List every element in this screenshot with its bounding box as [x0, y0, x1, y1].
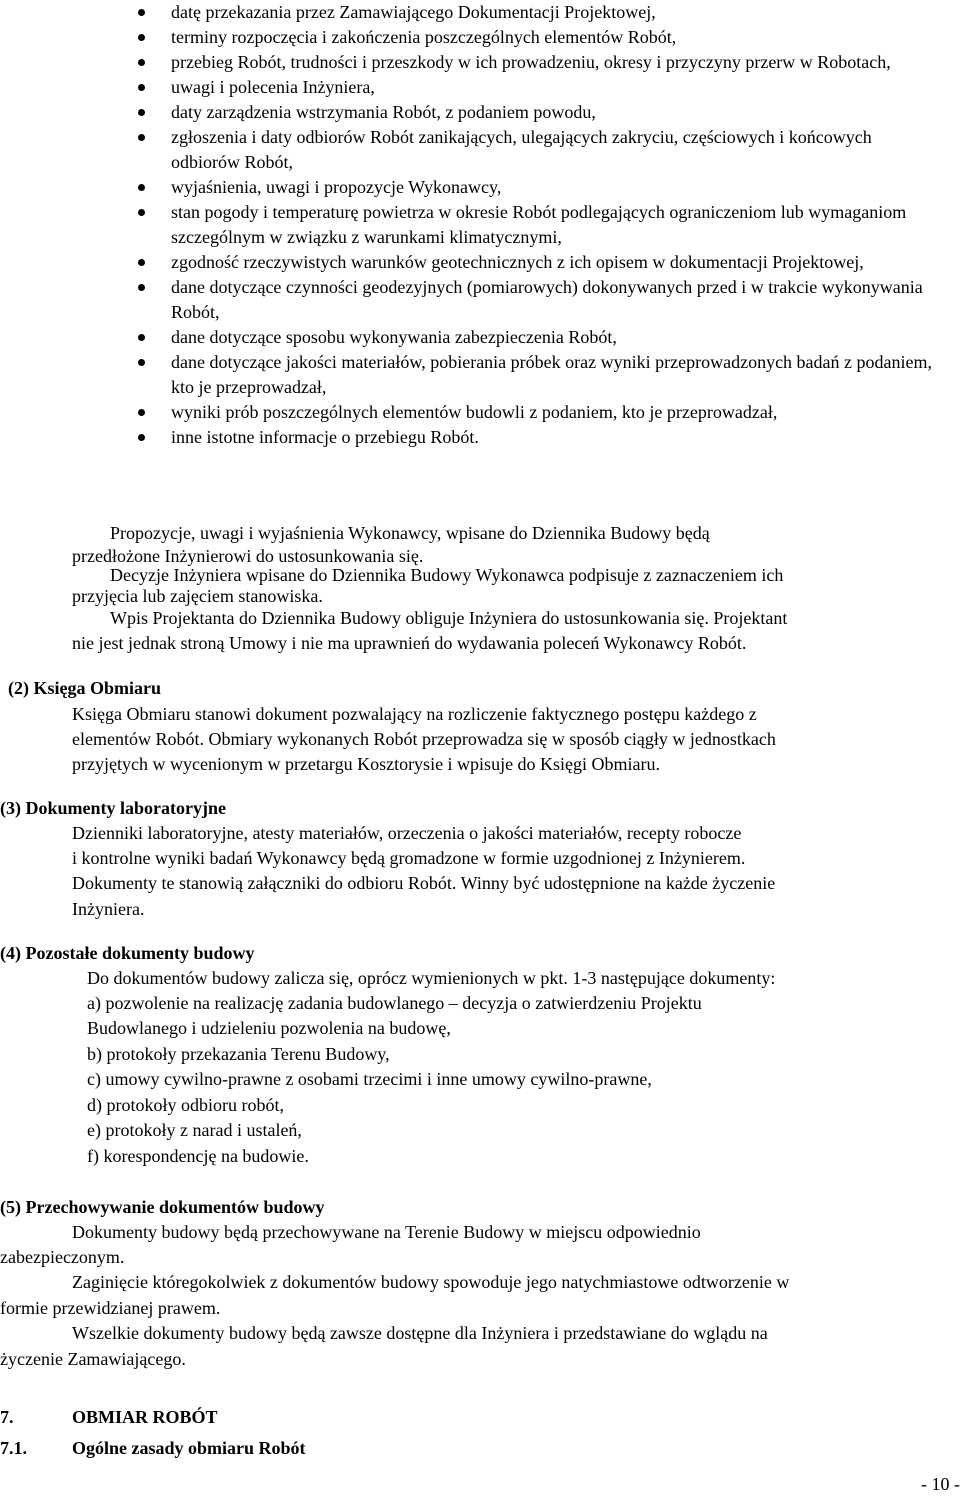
list-item: terminy rozpoczęcia i zakończenia poszczególnych elementów Robót,: [0, 25, 960, 50]
section-4-item-b: b) protokoły przekazania Terenu Budowy,: [87, 1044, 390, 1064]
bullet-icon: [138, 34, 145, 41]
section-3-line-1: Dzienniki laboratoryjne, atesty materiałów, orzeczenia o jakości materiałów, recepty robocze: [72, 823, 742, 843]
bullet-icon: [138, 359, 145, 366]
section-4-item-d: d) protokoły odbioru robót,: [87, 1095, 284, 1115]
diary-para-2-line-2: przyjęcia lub zajęciem stanowiska.: [72, 586, 323, 606]
section-3-line-4: Inżyniera.: [72, 899, 145, 919]
section-2-line-1: Księga Obmiaru stanowi dokument pozwalający na rozliczenie faktycznego postępu każdego z: [72, 704, 757, 724]
diary-para-3-line-2: nie jest jednak stroną Umowy i nie ma uprawnień do wydawania poleceń Wykonawcy Robót.: [72, 633, 747, 653]
page-number: - 10 -: [921, 1474, 960, 1494]
section-4-item-e: e) protokoły z narad i ustaleń,: [87, 1120, 302, 1140]
bullet-icon: [138, 209, 145, 216]
section-3-line-3: Dokumenty te stanowią załączniki do odbioru Robót. Winny być udostępnione na każde życzenie: [72, 873, 776, 893]
subchapter-number: 7.1.: [0, 1438, 27, 1458]
section-4-heading: (4) Pozostałe dokumenty budowy: [0, 943, 255, 963]
section-3-line-2: i kontrolne wyniki badań Wykonawcy będą gromadzone w formie uzgodnionej z Inżynierem.: [72, 848, 746, 868]
section-2-heading: (2) Księga Obmiaru: [8, 678, 161, 698]
list-item: stan pogody i temperaturę powietrza w okresie Robót podlegających ograniczeniom lub wymaganiom szczególnym w związku z warunkami klimatycznymi,: [0, 200, 960, 250]
diary-contents-list: [0, 0, 960, 450]
list-item: uwagi i polecenia Inżyniera,: [0, 75, 960, 100]
bullet-icon: [138, 9, 145, 16]
section-4-item-a-line-2: Budowlanego i udzieleniu pozwolenia na budowę,: [87, 1018, 451, 1038]
section-4-item-f: f) korespondencję na budowie.: [87, 1146, 309, 1166]
section-4-item-a-line-1: a) pozwolenie na realizację zadania budowlanego – decyzja o zatwierdzeniu Projektu: [87, 993, 702, 1013]
list-item: zgłoszenia i daty odbiorów Robót zanikających, ulegających zakryciu, częściowych i końcowych odbiorów Robót,: [0, 125, 960, 175]
section-4-item-c: c) umowy cywilno-prawne z osobami trzecimi i inne umowy cywilno-prawne,: [87, 1069, 652, 1089]
diary-para-3-line-1: Wpis Projektanta do Dziennika Budowy obliguje Inżyniera do ustosunkowania się. Projektant: [110, 608, 788, 628]
bullet-icon: [138, 434, 145, 441]
list-item: dane dotyczące czynności geodezyjnych (pomiarowych) dokonywanych przed i w trakcie wykonywania Robót,: [0, 275, 960, 325]
section-5-para-3-line-1: Wszelkie dokumenty budowy będą zawsze dostępne dla Inżyniera i przedstawiane do wglądu na: [72, 1323, 768, 1343]
bullet-icon: [138, 334, 145, 341]
bullet-icon: [138, 284, 145, 291]
section-5-heading: (5) Przechowywanie dokumentów budowy: [0, 1197, 325, 1217]
subchapter-title: Ogólne zasady obmiaru Robót: [72, 1438, 306, 1458]
diary-para-1-line-2: przedłożone Inżynierowi do ustosunkowania się.: [72, 546, 424, 566]
list-item: dane dotyczące jakości materiałów, pobierania próbek oraz wyniki przeprowadzonych badań z podaniem, kto je przeprowadzał,: [0, 350, 960, 400]
list-item: datę przekazania przez Zamawiającego Dokumentacji Projektowej,: [0, 0, 960, 25]
bullet-icon: [138, 134, 145, 141]
list-item: zgodność rzeczywistych warunków geotechnicznych z ich opisem w dokumentacji Projektowej,: [0, 250, 960, 275]
chapter-title: OBMIAR ROBÓT: [72, 1407, 218, 1427]
list-item: dane dotyczące sposobu wykonywania zabezpieczenia Robót,: [0, 325, 960, 350]
bullet-icon: [138, 409, 145, 416]
section-5-para-2-line-2: formie przewidzianej prawem.: [0, 1298, 221, 1318]
list-item: wyjaśnienia, uwagi i propozycje Wykonawcy,: [0, 175, 960, 200]
bullet-icon: [138, 259, 145, 266]
section-5-para-1-line-1: Dokumenty budowy będą przechowywane na Terenie Budowy w miejscu odpowiednio: [72, 1222, 701, 1242]
section-2-line-2: elementów Robót. Obmiary wykonanych Robót przeprowadza się w sposób ciągły w jednostkach: [72, 729, 776, 749]
list-item: wyniki prób poszczególnych elementów budowli z podaniem, kto je przeprowadzał,: [0, 400, 960, 425]
bullet-icon: [138, 184, 145, 191]
list-item: inne istotne informacje o przebiegu Robót.: [0, 425, 960, 450]
diary-para-1-line-1: Propozycje, uwagi i wyjaśnienia Wykonawcy, wpisane do Dziennika Budowy będą: [110, 523, 710, 543]
diary-para-2-line-1: Decyzje Inżyniera wpisane do Dziennika Budowy Wykonawca podpisuje z zaznaczeniem ich: [110, 565, 784, 585]
bullet-icon: [138, 84, 145, 91]
section-5-para-2-line-1: Zaginięcie któregokolwiek z dokumentów budowy spowoduje jego natychmiastowe odtworzenie w: [72, 1272, 790, 1292]
list-item: przebieg Robót, trudności i przeszkody w ich prowadzeniu, okresy i przyczyny przerw w Robotach,: [0, 50, 960, 75]
section-5-para-1-line-2: zabezpieczonym.: [0, 1247, 125, 1267]
section-4-intro: Do dokumentów budowy zalicza się, oprócz wymienionych w pkt. 1-3 następujące dokumenty:: [87, 968, 776, 988]
section-3-heading: (3) Dokumenty laboratoryjne: [0, 798, 226, 818]
bullet-icon: [138, 59, 145, 66]
section-2-line-3: przyjętych w wycenionym w przetargu Kosztorysie i wpisuje do Księgi Obmiaru.: [72, 754, 661, 774]
bullet-icon: [138, 109, 145, 116]
chapter-number: 7.: [0, 1407, 14, 1427]
section-5-para-3-line-2: życzenie Zamawiającego.: [0, 1349, 186, 1369]
list-item: daty zarządzenia wstrzymania Robót, z podaniem powodu,: [0, 100, 960, 125]
